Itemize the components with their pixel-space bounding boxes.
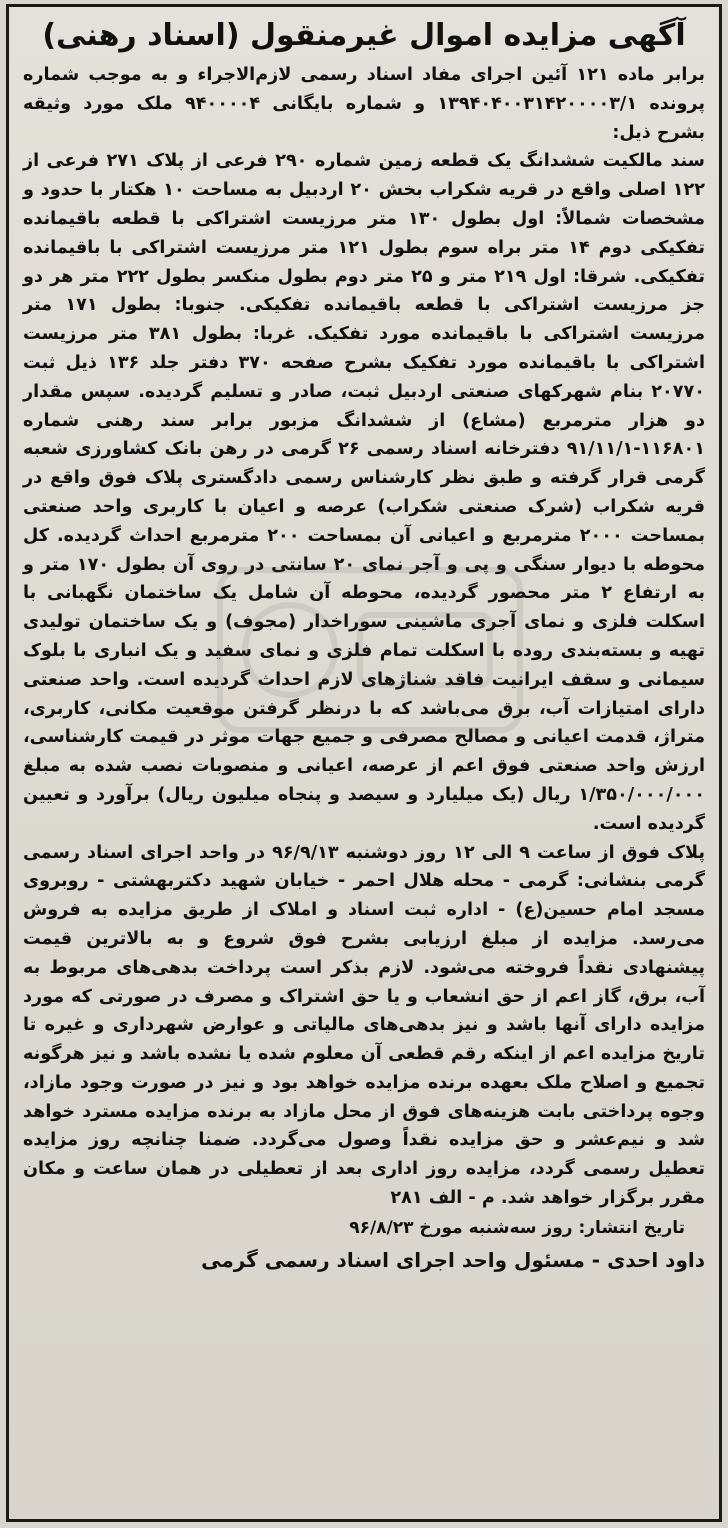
notice-title: آگهی مزایده اموال غیرمنقول (اسناد رهنی) [42, 18, 686, 53]
signature: داود احدی - مسئول واحد اجرای اسناد رسمی گرمی [201, 1247, 705, 1272]
publication-line [23, 1215, 685, 1241]
publication-label: تاریخ انتشار: روز سه‌شنبه مورخ [419, 1217, 685, 1238]
publication-date: ۹۶/۸/۲۳ [349, 1217, 414, 1238]
notice-paragraph-auction: پلاک فوق از ساعت ۹ الی ۱۲ روز دوشنبه ۹۶/۹/۱۳ در واحد اجرای اسناد رسمی گرمی بنشانی: گرمی - محله هلال احمر - خیابان شهید دکتربهشتی - روبروی مسجد امام حسین(ع) - اداره ثبت اسناد و املاک از طریق مزایده به فروش می‌رسد. مزایده از مبلغ ارزیابی بشرح فوق شروع و به بالاترین قیمت پیشنهادی نقداً فروخته می‌شود. لازم بذکر است پرداخت بدهی‌های مربوط به آب، برق، گاز اعم از حق انشعاب و یا حق اشتراک و مصرف در صورتی که مورد مزایده دارای آنها باشد و نیز بدهی‌های مالیاتی و عوارض شهرداری و غیره تا تاریخ مزایده اعم از اینکه رقم قطعی آن معلوم شده یا نشده باشد و نیز هرگونه تجمیع و اصلاح ملک بعهده برنده مزایده خواهد بود و نیز در صورت وجود مازاد، وجوه پرداختی بابت هزینه‌های فوق از محل مازاد به برنده مزایده مسترد خواهد شد و نیم‌عشر و حق مزایده نقداً وصول می‌گردد. ضمنا چنانچه روز مزایده تعطیل رسمی گردد، مزایده روز اداری بعد از تعطیلی در همان ساعت و مکان مقرر برگزار خواهد شد. م - الف ۲۸۱ [23, 842, 706, 1209]
legal-notice [6, 4, 722, 1522]
notice-paragraph-intro: برابر ماده ۱۲۱ آئین اجرای مفاد اسناد رسمی لازم‌الاجراء و به موجب شماره پرونده ۱۳۹۴۰۴۰۰۳۱۴۲۰۰۰۰۳/۱ و شماره بایگانی ۹۴۰۰۰۰۴ ملک مورد وثیقه بشرح ذیل: [23, 65, 705, 143]
notice-paragraph-property: سند مالکیت ششدانگ یک قطعه زمین شماره ۲۹۰ فرعی از پلاک ۲۷۱ فرعی از ۱۲۲ اصلی واقع در قریه شکراب بخش ۲۰ اردبیل به مساحت ۱۰ هکتار با حدود و مشخصات شمالاً: اول بطول ۱۳۰ متر مرزیست اشتراکی با قطعه باقیمانده تفکیکی دوم ۱۴ متر براه سوم بطول ۱۲۱ متر مرزیست اشتراکی با باقیمانده تفکیکی. شرقا: اول ۲۱۹ متر و ۲۵ متر دوم بطول منکسر بطول ۲۲۲ متر هر دو جز مرزیست اشتراکی با قطعه باقیمانده تفکیکی. جنوبا: بطول ۱۷۱ متر مرزیست اشتراکی با باقیمانده مورد تفکیک. غربا: بطول ۳۸۱ متر مرزیست اشتراکی با باقیمانده مورد تفکیک بشرح صفحه ۳۷۰ دفتر جلد ۱۳۶ ذیل ثبت ۲۰۷۷۰ بنام شهرکهای صنعتی اردبیل ثبت، صادر و تسلیم گردیده. سپس مقدار دو هزار مترمربع (مشاع) از ششدانگ مزبور برابر سند رهنی شماره ۱۱۶۸۰۱-۹۱/۱۱/۱ دفترخانه اسناد رسمی ۲۶ گرمی در رهن بانک کشاورزی شعبه گرمی قرار گرفته و طبق نظر کارشناس رسمی دادگستری پلاک فوق واقع در قریه شکراب (شرک صنعتی شکراب) عرصه و اعیان با کاربری واحد صنعتی بمساحت ۲۰۰۰ مترمربع و اعیانی آن بمساحت ۲۰۰ مترمربع احداث گردیده. کل محوطه با دیوار سنگی و پی و آجر نمای ۲۰ سانتی در روی آن بطول ۱۷۰ متر و به ارتفاع ۲ متر محصور گردیده، محوطه آن شامل یک ساختمان نگهبانی با اسکلت فلزی و نمای آجری ماشینی سوراخدار (مجوف) و یک ساختمان تولیدی تهیه و بسته‌بندی روده با اسکلت تمام فلزی و نمای سفید و یک انباری با بلوک سیمانی و سقف ایرانیت فاقد شناژهای لازم احداث گردیده است. واحد صنعتی دارای امتیازات آب، برق می‌باشد که با درنظر گرفتن موقعیت مکانی، کاربری، متراژ، قدمت اعیانی و مصالح مصرفی و جمیع جهات موثر در قیمت کارشناسی، ارزش واحد صنعتی فوق اعم از عرصه، اعیانی و منصوبات نصب شده به مبلغ ۱/۳۵۰/۰۰۰/۰۰۰ ریال (یک میلیارد و سیصد و پنجاه میلیون ریال) برآورد و تعیین گردیده است. [23, 151, 706, 834]
